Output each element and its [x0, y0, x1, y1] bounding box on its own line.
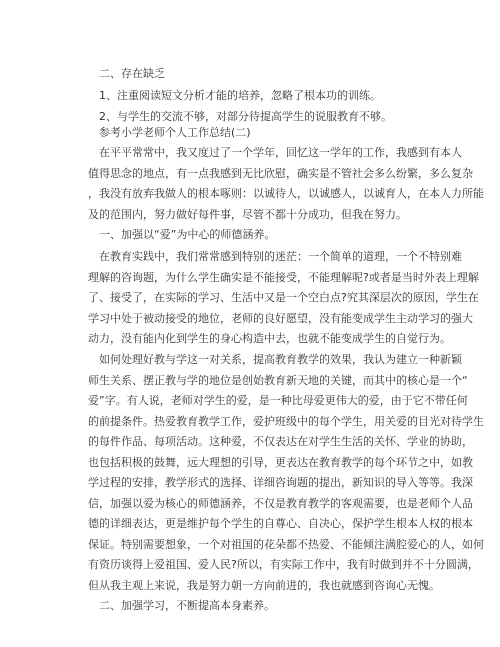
paragraph-line: 也包括积极的鼓舞，远大理想的引导，更表达在教育教学的每个环节之中，如教 [88, 455, 473, 469]
paragraph-line: 但从我主观上来说，我是努力朝一方向前进的，我也就感到咨询心无愧。 [88, 578, 440, 592]
intro-paragraph [88, 143, 484, 225]
paragraph-line: 了、接受了，在实际的学习、生活中又是一个空白点?究其深层次的原因，学生在 [88, 291, 479, 304]
paragraph-line: 如何处理好教与学这一对关系，提高教育教学的效果，我认为建立一种新颖 [99, 353, 462, 366]
section-heading: 二、加强学习，不断提高本身素养。 [99, 599, 275, 612]
paragraph-line: 爱”字。有人说，老师对学生的爱，是一种比母爱更伟大的爱，由于它不带任何 [88, 394, 468, 407]
list-item: 1、注重阅读短文分析才能的培养，忽略了根本功的训练。 [99, 89, 381, 102]
paragraph-line: 在教育实践中，我们常常感到特别的迷茫：一个简单的道理，一个不特别难 [99, 250, 462, 263]
point2-block [88, 596, 428, 617]
paragraph-line: 有资历谈得上爱祖国、爱人民?所以，有实际工作中，我有时做到并不十分圆满， [88, 558, 479, 571]
paragraph-line: ，我没有放弃我做人的根本啄则：以诚待人，以诚感人，以诚育人，在本人力所能 [88, 187, 484, 200]
paragraph-line: 学习中处于被动接受的地位，老师的良好愿望，没有能变成学生主动学习的强大 [88, 311, 473, 325]
paragraph-line: 的前提条件。热爱教育教学工作，爱护班级中的每个学生，用关爱的目光对待学生 [88, 414, 484, 428]
section-heading: 二、存在缺乏 [99, 67, 165, 80]
deficiency-list [88, 86, 428, 127]
document-subtitle: 参考小学老师个人工作总结(二) [99, 126, 251, 139]
point1-block [88, 225, 428, 246]
paragraph-line: 信，加强以爱为核心的师德涵养，不仅是教育教学的客观需要，也是老师个人品 [88, 496, 473, 510]
paragraph-2 [88, 247, 479, 350]
subtitle-block [88, 123, 428, 144]
list-item: 2、与学生的交流不够，对部分待提高学生的说服教育不够。 [99, 109, 392, 123]
paragraph-line: 及的范围内，努力做好每件事，尽管不都十分成功，但我在努力。 [88, 207, 407, 221]
paragraph-3 [88, 350, 484, 596]
paragraph-line: 学过程的安排，教学形式的选择、详细咨询题的提出，新知识的导入等等。我深 [88, 476, 473, 489]
paragraph-line: 德的详细表达，更是维护每个学生的自尊心、自决心，保护学生根本人权的根本 [88, 517, 473, 530]
section-heading: 一、加强以“爱”为中心的师德涵养。 [99, 228, 276, 241]
paragraph-line: 值得思念的地点，有一点我感到无比欣慰，确实是不管社会多么纷繁，多么复杂 [88, 166, 473, 180]
paragraph-line: 师生关系、摆正教与学的地位是创始教育新天地的关键，而其中的核心是一个“ [88, 373, 468, 387]
paragraph-line: 的每件作品、每项活动。这种爱，不仅表达在对学生生活的关怀、学业的协助， [88, 435, 473, 448]
paragraph-line: 动力，没有能内化到学生的身心构造中去，也就不能变成学生的自觉行为。 [88, 332, 451, 345]
deficiency-section [88, 64, 428, 85]
paragraph-line: 理解的咨询题，为什么学生确实是不能接受，不能理解呢?或者是当时外表上理解 [88, 270, 479, 284]
paragraph-line: 保证。特别需要想象，一个对祖国的花朵都不热爱、不能倾注满腔爱心的人，如何 [88, 537, 484, 551]
paragraph-line: 在平平常常中，我又度过了一个学年，回忆这一学年的工作，我感到有本人 [99, 146, 462, 159]
